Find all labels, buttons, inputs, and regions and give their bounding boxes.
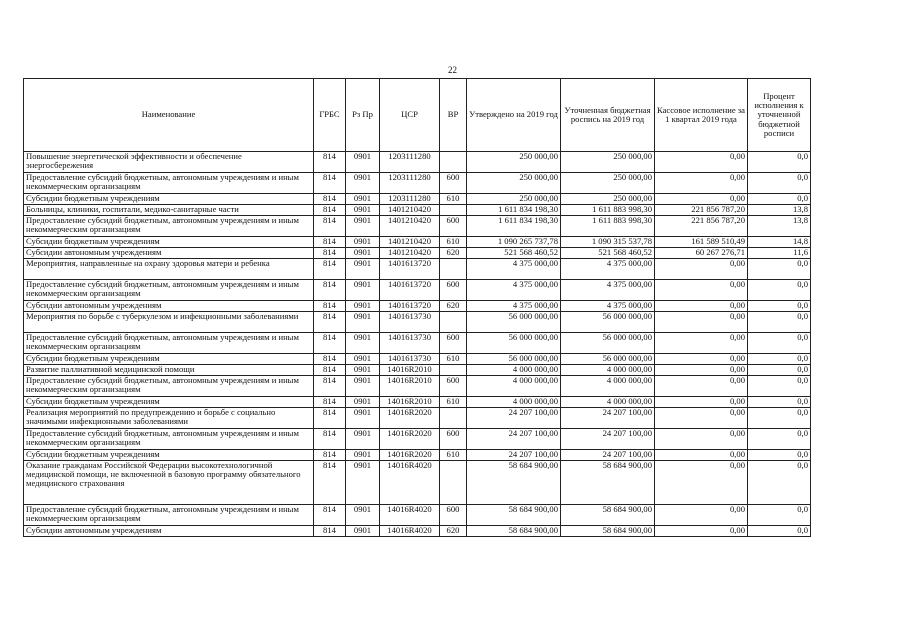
table-cell-refined: 250 000,00 [561, 173, 655, 194]
table-row [24, 259, 811, 280]
table-row [24, 376, 811, 397]
table-cell-vr [440, 259, 467, 280]
table-cell-name: Повышение энергетической эффективности и обеспечение энергосбережения [24, 152, 314, 173]
table-cell-csr: 1401210420 [380, 205, 440, 216]
table-row [24, 526, 811, 537]
table-cell-cash: 0,00 [655, 429, 748, 450]
table-cell-refined: 250 000,00 [561, 194, 655, 205]
table-cell-cash: 0,00 [655, 376, 748, 397]
table-cell-vr: 600 [440, 216, 467, 237]
table-cell-percent: 0,0 [748, 152, 811, 173]
table-cell-name: Больницы, клиники, госпитали, медико-санитарные части [24, 205, 314, 216]
table-cell-name: Субсидии бюджетным учреждениям [24, 237, 314, 248]
table-cell-approved: 58 684 900,00 [467, 461, 561, 505]
table-cell-csr: 1401613730 [380, 333, 440, 354]
table-cell-vr [440, 365, 467, 376]
table-cell-approved: 250 000,00 [467, 152, 561, 173]
table-cell-csr: 14016R2010 [380, 376, 440, 397]
table-cell-cash: 0,00 [655, 450, 748, 461]
table-cell-approved: 4 000 000,00 [467, 365, 561, 376]
table-cell-cash: 0,00 [655, 408, 748, 429]
table-cell-rzpr: 0901 [346, 194, 380, 205]
table-cell-csr: 1401613720 [380, 301, 440, 312]
table-cell-vr: 600 [440, 333, 467, 354]
table-cell-name: Предоставление субсидий бюджетным, автономным учреждениям и иным некоммерческим организациям [24, 173, 314, 194]
table-cell-approved: 56 000 000,00 [467, 333, 561, 354]
header-row [24, 79, 811, 152]
table-cell-cash: 0,00 [655, 312, 748, 333]
table-cell-name: Реализация мероприятий по предупреждению и борьбе с социально значимыми инфекционными заболеваниями [24, 408, 314, 429]
table-cell-grbs: 814 [314, 450, 346, 461]
table-cell-rzpr: 0901 [346, 408, 380, 429]
table-cell-rzpr: 0901 [346, 505, 380, 526]
table-cell-vr: 620 [440, 248, 467, 259]
table-cell-grbs: 814 [314, 280, 346, 301]
table-row [24, 194, 811, 205]
table-cell-percent: 0,0 [748, 333, 811, 354]
table-cell-vr [440, 408, 467, 429]
table-cell-refined: 24 207 100,00 [561, 450, 655, 461]
table-row [24, 173, 811, 194]
header-rzpr: Рз Пр [346, 79, 380, 152]
table-row [24, 312, 811, 333]
table-cell-name: Мероприятия, направленные на охрану здоровья матери и ребенка [24, 259, 314, 280]
table-row [24, 237, 811, 248]
table-cell-name: Мероприятия по борьбе с туберкулезом и инфекционными заболеваниями [24, 312, 314, 333]
header-percent: Процент исполнения к уточненной бюджетной росписи [748, 79, 811, 152]
table-cell-name: Субсидии автономным учреждениям [24, 248, 314, 259]
table-cell-grbs: 814 [314, 237, 346, 248]
table-row [24, 205, 811, 216]
table-cell-grbs: 814 [314, 397, 346, 408]
table-cell-refined: 24 207 100,00 [561, 429, 655, 450]
table-cell-cash: 0,00 [655, 526, 748, 537]
table-cell-percent: 0,0 [748, 301, 811, 312]
table-cell-csr: 14016R2020 [380, 450, 440, 461]
table-cell-csr: 1203111280 [380, 152, 440, 173]
table-cell-vr [440, 152, 467, 173]
table-cell-approved: 4 000 000,00 [467, 376, 561, 397]
table-row [24, 429, 811, 450]
table-cell-name: Субсидии бюджетным учреждениям [24, 354, 314, 365]
table-cell-cash: 221 856 787,20 [655, 205, 748, 216]
table-cell-csr: 14016R4020 [380, 461, 440, 505]
table-cell-cash: 0,00 [655, 461, 748, 505]
table-cell-percent: 0,0 [748, 461, 811, 505]
table-cell-rzpr: 0901 [346, 429, 380, 450]
table-row [24, 216, 811, 237]
table-cell-csr: 1401613720 [380, 280, 440, 301]
table-cell-percent: 0,0 [748, 429, 811, 450]
table-cell-grbs: 814 [314, 205, 346, 216]
table-row [24, 450, 811, 461]
table-cell-refined: 1 611 883 998,30 [561, 216, 655, 237]
table-cell-grbs: 814 [314, 216, 346, 237]
table-cell-percent: 0,0 [748, 280, 811, 301]
table-cell-grbs: 814 [314, 248, 346, 259]
table-cell-cash: 161 589 510,49 [655, 237, 748, 248]
table-cell-rzpr: 0901 [346, 365, 380, 376]
table-cell-percent: 0,0 [748, 450, 811, 461]
table-cell-name: Предоставление субсидий бюджетным, автономным учреждениям и иным некоммерческим организациям [24, 505, 314, 526]
table-cell-name: Субсидии автономным учреждениям [24, 526, 314, 537]
table-row [24, 461, 811, 505]
table-cell-percent: 0,0 [748, 194, 811, 205]
table-cell-rzpr: 0901 [346, 280, 380, 301]
table-row [24, 365, 811, 376]
table-cell-grbs: 814 [314, 173, 346, 194]
table-cell-percent: 0,0 [748, 365, 811, 376]
table-cell-grbs: 814 [314, 152, 346, 173]
table-cell-percent: 0,0 [748, 312, 811, 333]
table-cell-refined: 1 090 315 537,78 [561, 237, 655, 248]
table-cell-cash: 0,00 [655, 280, 748, 301]
budget-execution-table [23, 78, 811, 537]
table-cell-grbs: 814 [314, 526, 346, 537]
table-row [24, 280, 811, 301]
table-cell-grbs: 814 [314, 194, 346, 205]
table-cell-vr: 620 [440, 526, 467, 537]
table-cell-csr: 1401613720 [380, 259, 440, 280]
table-cell-cash: 0,00 [655, 301, 748, 312]
header-name: Наименование [24, 79, 314, 152]
table-cell-refined: 24 207 100,00 [561, 408, 655, 429]
table-cell-name: Развитие паллиативной медицинской помощи [24, 365, 314, 376]
table-cell-cash: 60 267 276,71 [655, 248, 748, 259]
table-cell-csr: 1401613730 [380, 354, 440, 365]
table-row [24, 248, 811, 259]
table-cell-csr: 14016R2010 [380, 365, 440, 376]
table-cell-name: Субсидии бюджетным учреждениям [24, 397, 314, 408]
table-cell-name: Субсидии автономным учреждениям [24, 301, 314, 312]
table-cell-name: Субсидии бюджетным учреждениям [24, 450, 314, 461]
header-vr: ВР [440, 79, 467, 152]
table-cell-grbs: 814 [314, 376, 346, 397]
table-cell-approved: 4 375 000,00 [467, 280, 561, 301]
table-cell-cash: 0,00 [655, 397, 748, 408]
table-cell-cash: 0,00 [655, 173, 748, 194]
table-row [24, 354, 811, 365]
table-cell-csr: 14016R2020 [380, 408, 440, 429]
table-cell-rzpr: 0901 [346, 354, 380, 365]
table-cell-vr [440, 461, 467, 505]
table-cell-approved: 1 090 265 737,78 [467, 237, 561, 248]
table-cell-rzpr: 0901 [346, 237, 380, 248]
table-cell-rzpr: 0901 [346, 248, 380, 259]
table-cell-vr: 600 [440, 429, 467, 450]
table-cell-vr [440, 205, 467, 216]
table-cell-vr: 600 [440, 505, 467, 526]
table-cell-grbs: 814 [314, 333, 346, 354]
header-refined: Уточненная бюджетная роспись на 2019 год [561, 79, 655, 152]
table-cell-rzpr: 0901 [346, 152, 380, 173]
table-cell-name: Предоставление субсидий бюджетным, автономным учреждениям и иным некоммерческим организациям [24, 429, 314, 450]
table-cell-cash: 0,00 [655, 365, 748, 376]
table-cell-approved: 250 000,00 [467, 194, 561, 205]
table-cell-percent: 13,8 [748, 205, 811, 216]
table-cell-csr: 1401210420 [380, 237, 440, 248]
table-cell-rzpr: 0901 [346, 312, 380, 333]
table-cell-cash: 0,00 [655, 505, 748, 526]
table-cell-vr: 620 [440, 301, 467, 312]
table-cell-rzpr: 0901 [346, 461, 380, 505]
table-cell-csr: 1401210420 [380, 248, 440, 259]
table-cell-cash: 0,00 [655, 259, 748, 280]
table-row [24, 505, 811, 526]
table-row [24, 397, 811, 408]
table-cell-approved: 56 000 000,00 [467, 354, 561, 365]
table-cell-rzpr: 0901 [346, 301, 380, 312]
table-cell-rzpr: 0901 [346, 259, 380, 280]
table-cell-cash: 0,00 [655, 152, 748, 173]
table-cell-vr: 600 [440, 173, 467, 194]
table-cell-csr: 14016R2020 [380, 429, 440, 450]
table-cell-vr: 610 [440, 397, 467, 408]
table-cell-name: Предоставление субсидий бюджетным, автономным учреждениям и иным некоммерческим организациям [24, 216, 314, 237]
table-cell-grbs: 814 [314, 259, 346, 280]
table-row [24, 333, 811, 354]
table-cell-grbs: 814 [314, 354, 346, 365]
table-cell-name: Предоставление субсидий бюджетным, автономным учреждениям и иным некоммерческим организациям [24, 333, 314, 354]
table-cell-refined: 521 568 460,52 [561, 248, 655, 259]
table-cell-approved: 56 000 000,00 [467, 312, 561, 333]
table-cell-vr: 600 [440, 280, 467, 301]
table-cell-refined: 56 000 000,00 [561, 312, 655, 333]
header-approved: Утверждено на 2019 год [467, 79, 561, 152]
table-cell-approved: 24 207 100,00 [467, 450, 561, 461]
table-cell-rzpr: 0901 [346, 173, 380, 194]
table-cell-percent: 0,0 [748, 354, 811, 365]
table-cell-percent: 0,0 [748, 173, 811, 194]
table-cell-percent: 0,0 [748, 397, 811, 408]
table-cell-refined: 4 000 000,00 [561, 376, 655, 397]
table-cell-rzpr: 0901 [346, 450, 380, 461]
table-cell-csr: 14016R2010 [380, 397, 440, 408]
table-cell-rzpr: 0901 [346, 376, 380, 397]
table-cell-refined: 58 684 900,00 [561, 526, 655, 537]
table-cell-csr: 14016R4020 [380, 505, 440, 526]
table-cell-approved: 4 000 000,00 [467, 397, 561, 408]
table-cell-percent: 0,0 [748, 505, 811, 526]
table-cell-csr: 1203111280 [380, 173, 440, 194]
table-row [24, 301, 811, 312]
table-cell-cash: 0,00 [655, 333, 748, 354]
table-cell-grbs: 814 [314, 408, 346, 429]
header-csr: ЦСР [380, 79, 440, 152]
table-cell-grbs: 814 [314, 365, 346, 376]
table-cell-name: Субсидии бюджетным учреждениям [24, 194, 314, 205]
table-cell-rzpr: 0901 [346, 333, 380, 354]
table-cell-name: Оказание гражданам Российской Федерации высокотехнологичной медицинской помощи, не включенной в базовую программу обязательного медицинского страхования [24, 461, 314, 505]
table-cell-grbs: 814 [314, 301, 346, 312]
table-cell-vr: 600 [440, 376, 467, 397]
table-cell-refined: 4 000 000,00 [561, 365, 655, 376]
table-cell-refined: 4 375 000,00 [561, 301, 655, 312]
table-cell-cash: 221 856 787,20 [655, 216, 748, 237]
table-cell-refined: 56 000 000,00 [561, 354, 655, 365]
table-cell-cash: 0,00 [655, 354, 748, 365]
header-grbs: ГРБС [314, 79, 346, 152]
table-cell-rzpr: 0901 [346, 216, 380, 237]
table-cell-grbs: 814 [314, 505, 346, 526]
table-row [24, 408, 811, 429]
table-cell-vr: 610 [440, 194, 467, 205]
table-cell-rzpr: 0901 [346, 205, 380, 216]
table-cell-percent: 14,8 [748, 237, 811, 248]
table-cell-csr: 1401613730 [380, 312, 440, 333]
table-cell-approved: 58 684 900,00 [467, 505, 561, 526]
table-cell-rzpr: 0901 [346, 397, 380, 408]
table-cell-percent: 0,0 [748, 259, 811, 280]
table-cell-percent: 0,0 [748, 376, 811, 397]
table-cell-name: Предоставление субсидий бюджетным, автономным учреждениям и иным некоммерческим организациям [24, 280, 314, 301]
table-row [24, 152, 811, 173]
table-cell-approved: 24 207 100,00 [467, 429, 561, 450]
table-cell-refined: 4 375 000,00 [561, 280, 655, 301]
header-cash: Кассовое исполнение за 1 квартал 2019 года [655, 79, 748, 152]
page-number: 22 [448, 65, 457, 75]
table-cell-cash: 0,00 [655, 194, 748, 205]
table-cell-approved: 4 375 000,00 [467, 301, 561, 312]
table-cell-approved: 521 568 460,52 [467, 248, 561, 259]
table-cell-csr: 1401210420 [380, 216, 440, 237]
table-cell-refined: 58 684 900,00 [561, 461, 655, 505]
table-cell-csr: 1203111280 [380, 194, 440, 205]
table-cell-csr: 14016R4020 [380, 526, 440, 537]
table-cell-refined: 250 000,00 [561, 152, 655, 173]
table-cell-refined: 4 375 000,00 [561, 259, 655, 280]
table-cell-vr: 610 [440, 354, 467, 365]
table-cell-grbs: 814 [314, 461, 346, 505]
table-cell-vr: 610 [440, 237, 467, 248]
table-cell-grbs: 814 [314, 429, 346, 450]
table-cell-refined: 4 000 000,00 [561, 397, 655, 408]
table-cell-percent: 11,6 [748, 248, 811, 259]
table-cell-percent: 0,0 [748, 526, 811, 537]
table-cell-approved: 1 611 834 198,30 [467, 205, 561, 216]
table-cell-percent: 13,8 [748, 216, 811, 237]
table-cell-approved: 58 684 900,00 [467, 526, 561, 537]
table-cell-approved: 1 611 834 198,30 [467, 216, 561, 237]
table-cell-grbs: 814 [314, 312, 346, 333]
table-cell-vr: 610 [440, 450, 467, 461]
table-cell-name: Предоставление субсидий бюджетным, автономным учреждениям и иным некоммерческим организациям [24, 376, 314, 397]
table-cell-percent: 0,0 [748, 408, 811, 429]
table-cell-approved: 4 375 000,00 [467, 259, 561, 280]
table-cell-refined: 56 000 000,00 [561, 333, 655, 354]
table-cell-rzpr: 0901 [346, 526, 380, 537]
table-cell-refined: 58 684 900,00 [561, 505, 655, 526]
table-cell-vr [440, 312, 467, 333]
table-cell-approved: 24 207 100,00 [467, 408, 561, 429]
table-cell-approved: 250 000,00 [467, 173, 561, 194]
table-cell-refined: 1 611 883 998,30 [561, 205, 655, 216]
